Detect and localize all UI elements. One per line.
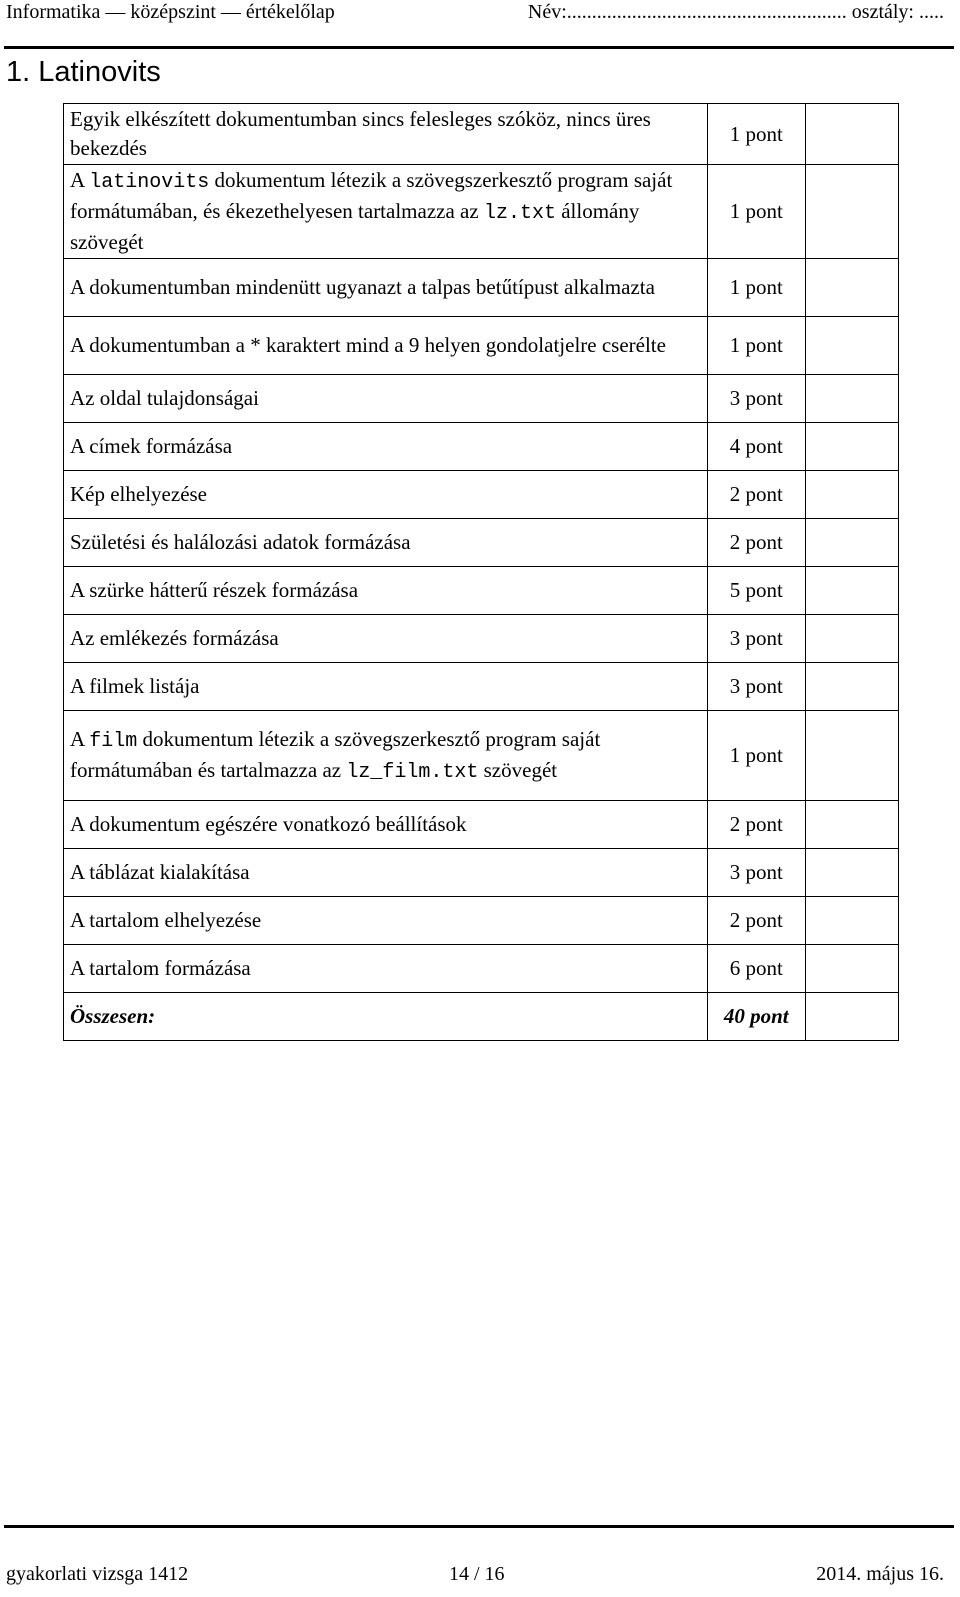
points-cell: 2 pont	[707, 801, 805, 849]
criterion-cell: A dokumentumban mindenütt ugyanazt a talpas betűtípust alkalmazta	[64, 259, 708, 317]
table-row	[64, 104, 899, 165]
header-divider	[4, 46, 954, 49]
footer-page-number: 14 / 16	[449, 1563, 505, 1585]
score-entry-cell[interactable]	[805, 801, 898, 849]
filename-code: film	[89, 729, 138, 753]
table-row	[64, 423, 899, 471]
total-score-entry-cell[interactable]	[805, 993, 898, 1041]
table-row	[64, 849, 899, 897]
total-points: 40 pont	[707, 993, 805, 1041]
footer-exam-code: gyakorlati vizsga 1412	[6, 1563, 189, 1585]
points-cell: 3 pont	[707, 375, 805, 423]
points-cell: 6 pont	[707, 945, 805, 993]
page-footer	[6, 1562, 944, 1588]
points-cell: 1 pont	[707, 259, 805, 317]
header-subject: Informatika — középszint — értékelőlap	[6, 1, 335, 23]
filename-code: latinovits	[89, 171, 210, 194]
score-entry-cell[interactable]	[805, 519, 898, 567]
total-row	[64, 993, 899, 1041]
score-entry-cell[interactable]	[805, 897, 898, 945]
score-entry-cell[interactable]	[805, 375, 898, 423]
points-cell: 1 pont	[707, 104, 805, 165]
criterion-cell: A filmek listája	[64, 663, 708, 711]
criterion-cell: A szürke hátterű részek formázása	[64, 567, 708, 615]
criterion-cell: A tartalom formázása	[64, 945, 708, 993]
table-row	[64, 711, 899, 801]
score-entry-cell[interactable]	[805, 711, 898, 801]
table-row	[64, 375, 899, 423]
table-row	[64, 567, 899, 615]
footer-divider	[4, 1525, 954, 1528]
table-row	[64, 259, 899, 317]
points-cell: 1 pont	[707, 165, 805, 259]
criterion-cell: Születési és halálozási adatok formázása	[64, 519, 708, 567]
total-label: Összesen:	[64, 993, 708, 1041]
points-cell: 1 pont	[707, 711, 805, 801]
table-row	[64, 165, 899, 259]
criterion-cell: Az emlékezés formázása	[64, 615, 708, 663]
score-entry-cell[interactable]	[805, 104, 898, 165]
table-row	[64, 663, 899, 711]
points-cell: 2 pont	[707, 519, 805, 567]
filename-code: lz_film.txt	[346, 760, 479, 784]
points-cell: 2 pont	[707, 897, 805, 945]
criterion-cell: A dokumentumban a * karaktert mind a 9 helyen gondolatjelre cserélte	[64, 317, 708, 375]
page-header	[6, 0, 944, 34]
points-cell: 3 pont	[707, 663, 805, 711]
points-cell: 3 pont	[707, 849, 805, 897]
points-cell: 1 pont	[707, 317, 805, 375]
points-cell: 4 pont	[707, 423, 805, 471]
score-entry-cell[interactable]	[805, 423, 898, 471]
footer-date: 2014. május 16.	[816, 1563, 944, 1585]
section-title: 1. Latinovits	[6, 56, 161, 88]
criterion-cell: A latinovits dokumentum létezik a szövegszerkesztő program saját formátumában, és ékezethelyesen tartalmazza az lz.txt állomány szövegét	[64, 165, 708, 259]
table-row	[64, 801, 899, 849]
criterion-cell: A dokumentum egészére vonatkozó beállítások	[64, 801, 708, 849]
header-name-class: Név:........................................................ osztály: .....	[527, 1, 944, 23]
criterion-cell: Az oldal tulajdonságai	[64, 375, 708, 423]
scoring-table	[63, 103, 899, 1041]
score-entry-cell[interactable]	[805, 471, 898, 519]
table-row	[64, 519, 899, 567]
points-cell: 2 pont	[707, 471, 805, 519]
criterion-cell: A táblázat kialakítása	[64, 849, 708, 897]
criterion-cell: A film dokumentum létezik a szövegszerkesztő program saját formátumában és tartalmazza az lz_film.txt szövegét	[64, 711, 708, 801]
table-row	[64, 317, 899, 375]
score-entry-cell[interactable]	[805, 259, 898, 317]
table-row	[64, 615, 899, 663]
score-entry-cell[interactable]	[805, 317, 898, 375]
points-cell: 3 pont	[707, 615, 805, 663]
criterion-cell: A címek formázása	[64, 423, 708, 471]
filename-code: lz.txt	[483, 202, 556, 225]
points-cell: 5 pont	[707, 567, 805, 615]
table-row	[64, 945, 899, 993]
score-entry-cell[interactable]	[805, 567, 898, 615]
score-entry-cell[interactable]	[805, 615, 898, 663]
criterion-cell: Egyik elkészített dokumentumban sincs felesleges szóköz, nincs üres bekezdés	[64, 104, 708, 165]
score-entry-cell[interactable]	[805, 945, 898, 993]
score-entry-cell[interactable]	[805, 849, 898, 897]
score-entry-cell[interactable]	[805, 663, 898, 711]
criterion-cell: Kép elhelyezése	[64, 471, 708, 519]
table-row	[64, 897, 899, 945]
score-entry-cell[interactable]	[805, 165, 898, 259]
criterion-cell: A tartalom elhelyezése	[64, 897, 708, 945]
table-row	[64, 471, 899, 519]
